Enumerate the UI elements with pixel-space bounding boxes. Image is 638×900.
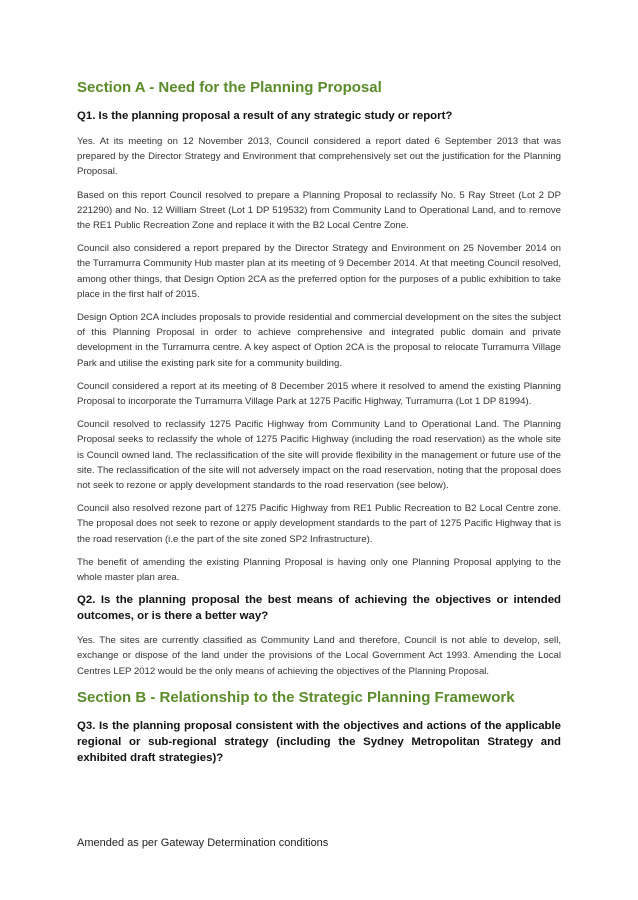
q1-paragraph-5: Council considered a report at its meeting of 8 December 2015 where it resolved to amend the existing Planning Proposal to incorporate the Turramurra Village Park at 1275 Pacific Highway, Turramurra (Lot 1 DP 81994). (77, 380, 561, 408)
q3-question: Q3. Is the planning proposal consistent with the objectives and actions of the applicable regional or sub-regional strategy (including the Sydney Metropolitan Strategy and exhibited draft strategies)? (77, 719, 561, 764)
q1-paragraph-2: Based on this report Council resolved to prepare a Planning Proposal to reclassify No. 5 Ray Street (Lot 2 DP 221290) and No. 12 William Street (Lot 1 DP 519532) from Community Land to Operational Land, and to remove the RE1 Public Recreation Zone and replace it with the B2 Local Centre Zone. (77, 189, 561, 232)
section-a-heading: Section A - Need for the Planning Proposal (77, 79, 382, 96)
section-b-heading: Section B - Relationship to the Strategic Planning Framework (77, 688, 515, 706)
q1-question: Q1. Is the planning proposal a result of any strategic study or report? (77, 110, 453, 122)
q1-paragraph-6: Council resolved to reclassify 1275 Pacific Highway from Community Land to Operational Land. The Planning Proposal seeks to reclassify the whole of 1275 Pacific Highway (including the road reservation) as the whole site is Council owned land. The reclassification of the site will provide flexibility in the management or future use of the site. The reclassification of the site will not adversely impact on the road reservation, noting that the proposal does not seek to rezone or apply development standards to the road reservation (see below). (77, 419, 561, 492)
q1-paragraph-1: Yes. At its meeting on 12 November 2013, Council considered a report dated 6 September 2013 that was prepared by the Director Strategy and Environment that comprehensively set out the justification for the Planning Proposal. (77, 136, 561, 178)
q1-paragraph-4: Design Option 2CA includes proposals to provide residential and commercial development on the sites the subject of this Planning Proposal in order to achieve comprehensive and integrated public domain and private development in the Turramurra centre. A key aspect of Option 2CA is the proposal to relocate Turramurra Village Park and utilise the existing park site for a community building. (77, 312, 561, 369)
footer-note: Amended as per Gateway Determination conditions (77, 837, 329, 849)
q1-paragraph-8: The benefit of amending the existing Planning Proposal is having only one Planning Proposal applying to the whole master plan area. (77, 556, 561, 584)
q2-question: Q2. Is the planning proposal the best means of achieving the objectives or intended outcomes, or is there a better way? (77, 594, 561, 623)
q1-paragraph-7: Council also resolved rezone part of 1275 Pacific Highway from RE1 Public Recreation to B2 Local Centre zone. The proposal does not seek to rezone or apply development standards to the part of 1275 Pacific Highway that is the road reservation (i.e the part of the site zoned SP2 Infrastructure). (77, 503, 561, 545)
q2-paragraph-1: Yes. The sites are currently classified as Community Land and therefore, Council is not able to develop, sell, exchange or dispose of the land under the provisions of the Local Government Act 1993. Amending the Local Centres LEP 2012 would be the only means of achieving the objectives of the Planning Proposal. (77, 635, 561, 677)
q1-paragraph-3: Council also considered a report prepared by the Director Strategy and Environment on 25 November 2014 on the Turramurra Community Hub master plan at its meeting of 9 December 2014. At that meeting Council resolved, among other things, that Design Option 2CA as the preferred option for the purposes of a public exhibition to take place in the first half of 2015. (77, 243, 561, 300)
document-body (77, 70, 561, 766)
